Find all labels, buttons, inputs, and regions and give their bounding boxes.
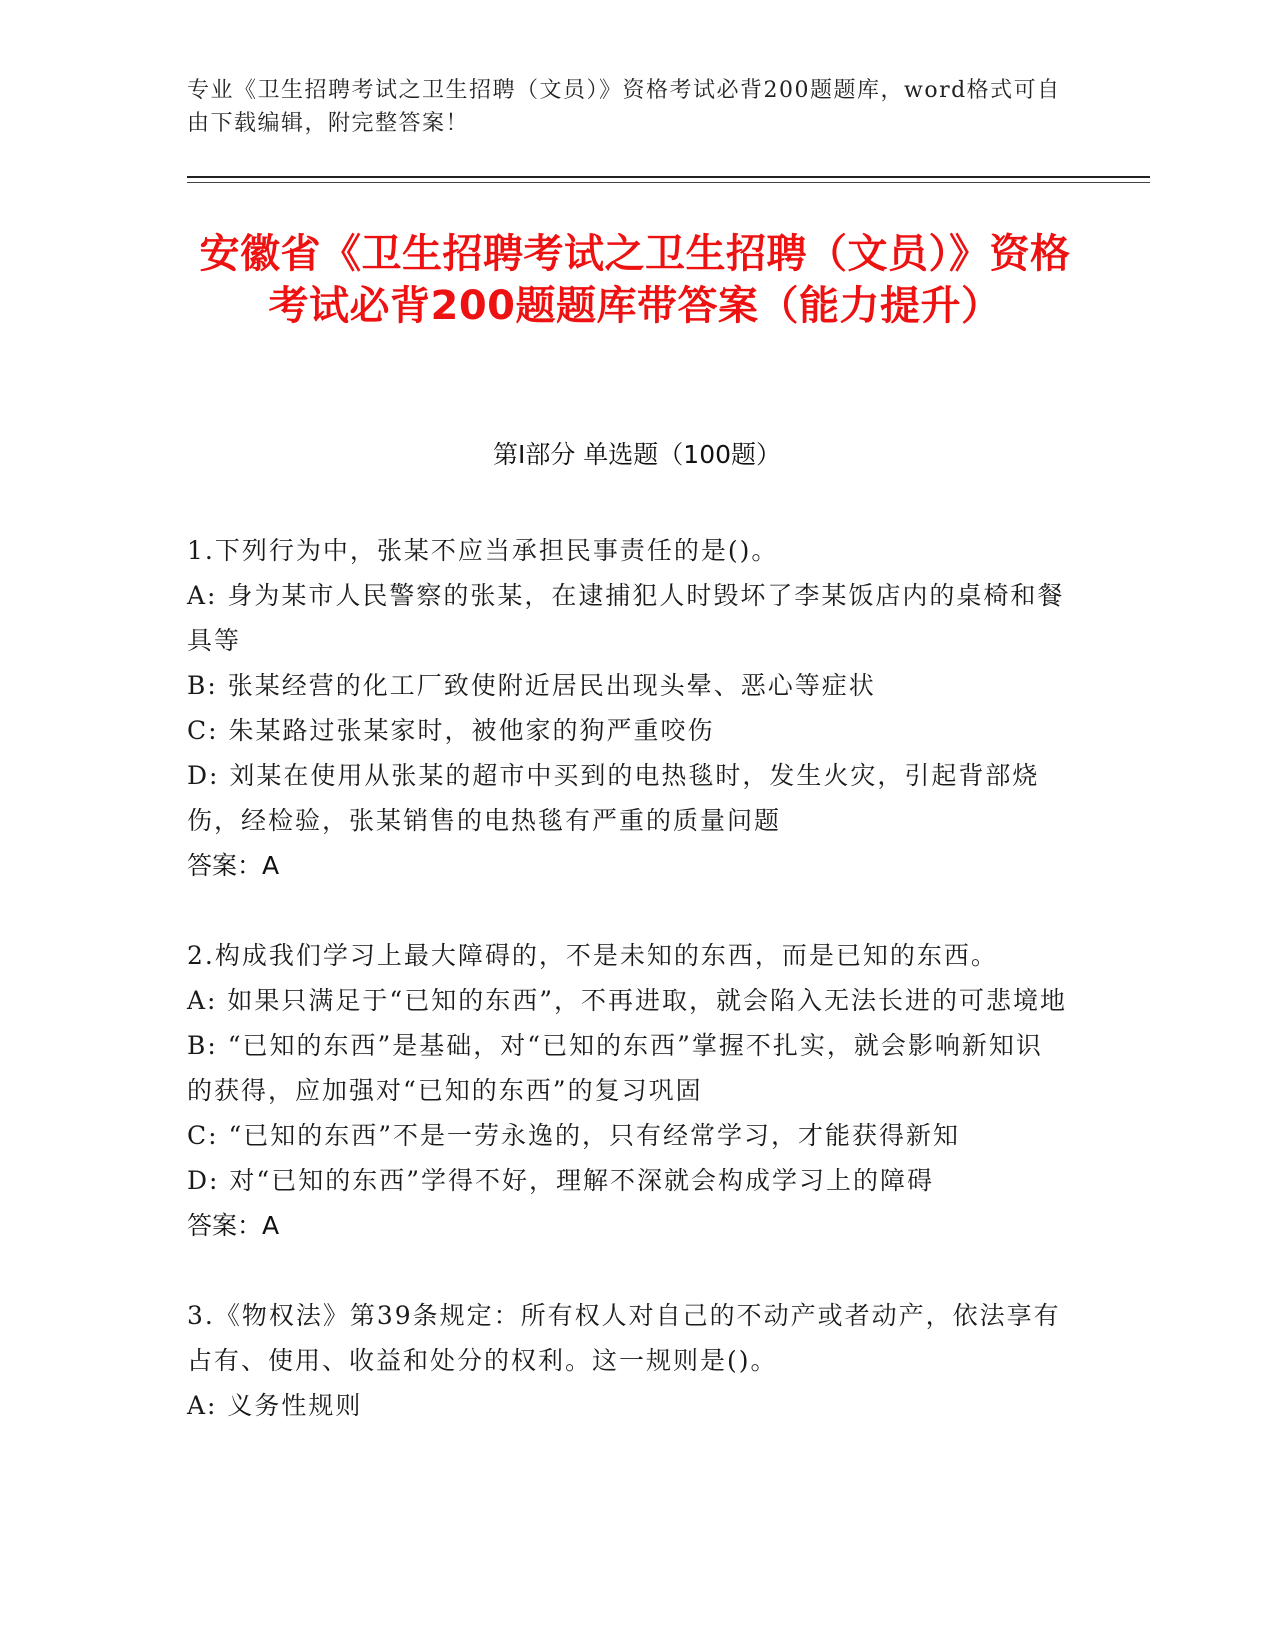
header-divider-thin xyxy=(187,182,1150,183)
question-stem: 3.《物权法》第39条规定：所有权人对自己的不动产或者动产，依法享有占有、使用、收益和处分的权利。这一规则是()。 xyxy=(187,1301,1061,1375)
option-a: A: 义务性规则 xyxy=(187,1391,363,1420)
question-1 xyxy=(187,528,1067,888)
option-b: B: “已知的东西”是基础，对“已知的东西”掌握不扎实，就会影响新知识的获得，应加强对“已知的东西”的复习巩固 xyxy=(187,1031,1043,1105)
option-d: D: 对“已知的东西”学得不好，理解不深就会构成学习上的障碍 xyxy=(187,1166,934,1195)
option-c: C: “已知的东西”不是一劳永逸的，只有经常学习，才能获得新知 xyxy=(187,1121,961,1150)
option-b: B: 张某经营的化工厂致使附近居民出现头晕、恶心等症状 xyxy=(187,671,876,700)
question-stem: 2.构成我们学习上最大障碍的，不是未知的东西，而是已知的东西。 xyxy=(187,941,998,970)
question-2 xyxy=(187,933,1067,1248)
document-title: 安徽省《卫生招聘考试之卫生招聘（文员）》资格考试必背200题题库带答案（能力提升） xyxy=(199,231,1071,329)
section-title: 第I部分 单选题（100题） xyxy=(492,440,782,469)
header-note: 专业《卫生招聘考试之卫生招聘（文员）》资格考试必背200题题库，word格式可自由下载编辑，附完整答案！ xyxy=(187,78,1061,136)
answer-line: 答案：A xyxy=(187,851,280,880)
question-list xyxy=(187,528,1067,1473)
option-a: A: 身为某市人民警察的张某，在逮捕犯人时毁坏了李某饭店内的桌椅和餐具等 xyxy=(187,581,1065,655)
header-divider-thick xyxy=(187,176,1150,178)
option-d: D: 刘某在使用从张某的超市中买到的电热毯时，发生火灾，引起背部烧伤，经检验，张某销售的电热毯有严重的质量问题 xyxy=(187,761,1040,835)
option-c: C: 朱某路过张某家时，被他家的狗严重咬伤 xyxy=(187,716,715,745)
question-stem: 1.下列行为中，张某不应当承担民事责任的是()。 xyxy=(187,536,779,565)
option-a: A: 如果只满足于“已知的东西”，不再进取，就会陷入无法长进的可悲境地 xyxy=(187,986,1067,1015)
question-3 xyxy=(187,1293,1067,1428)
answer-line: 答案：A xyxy=(187,1211,280,1240)
